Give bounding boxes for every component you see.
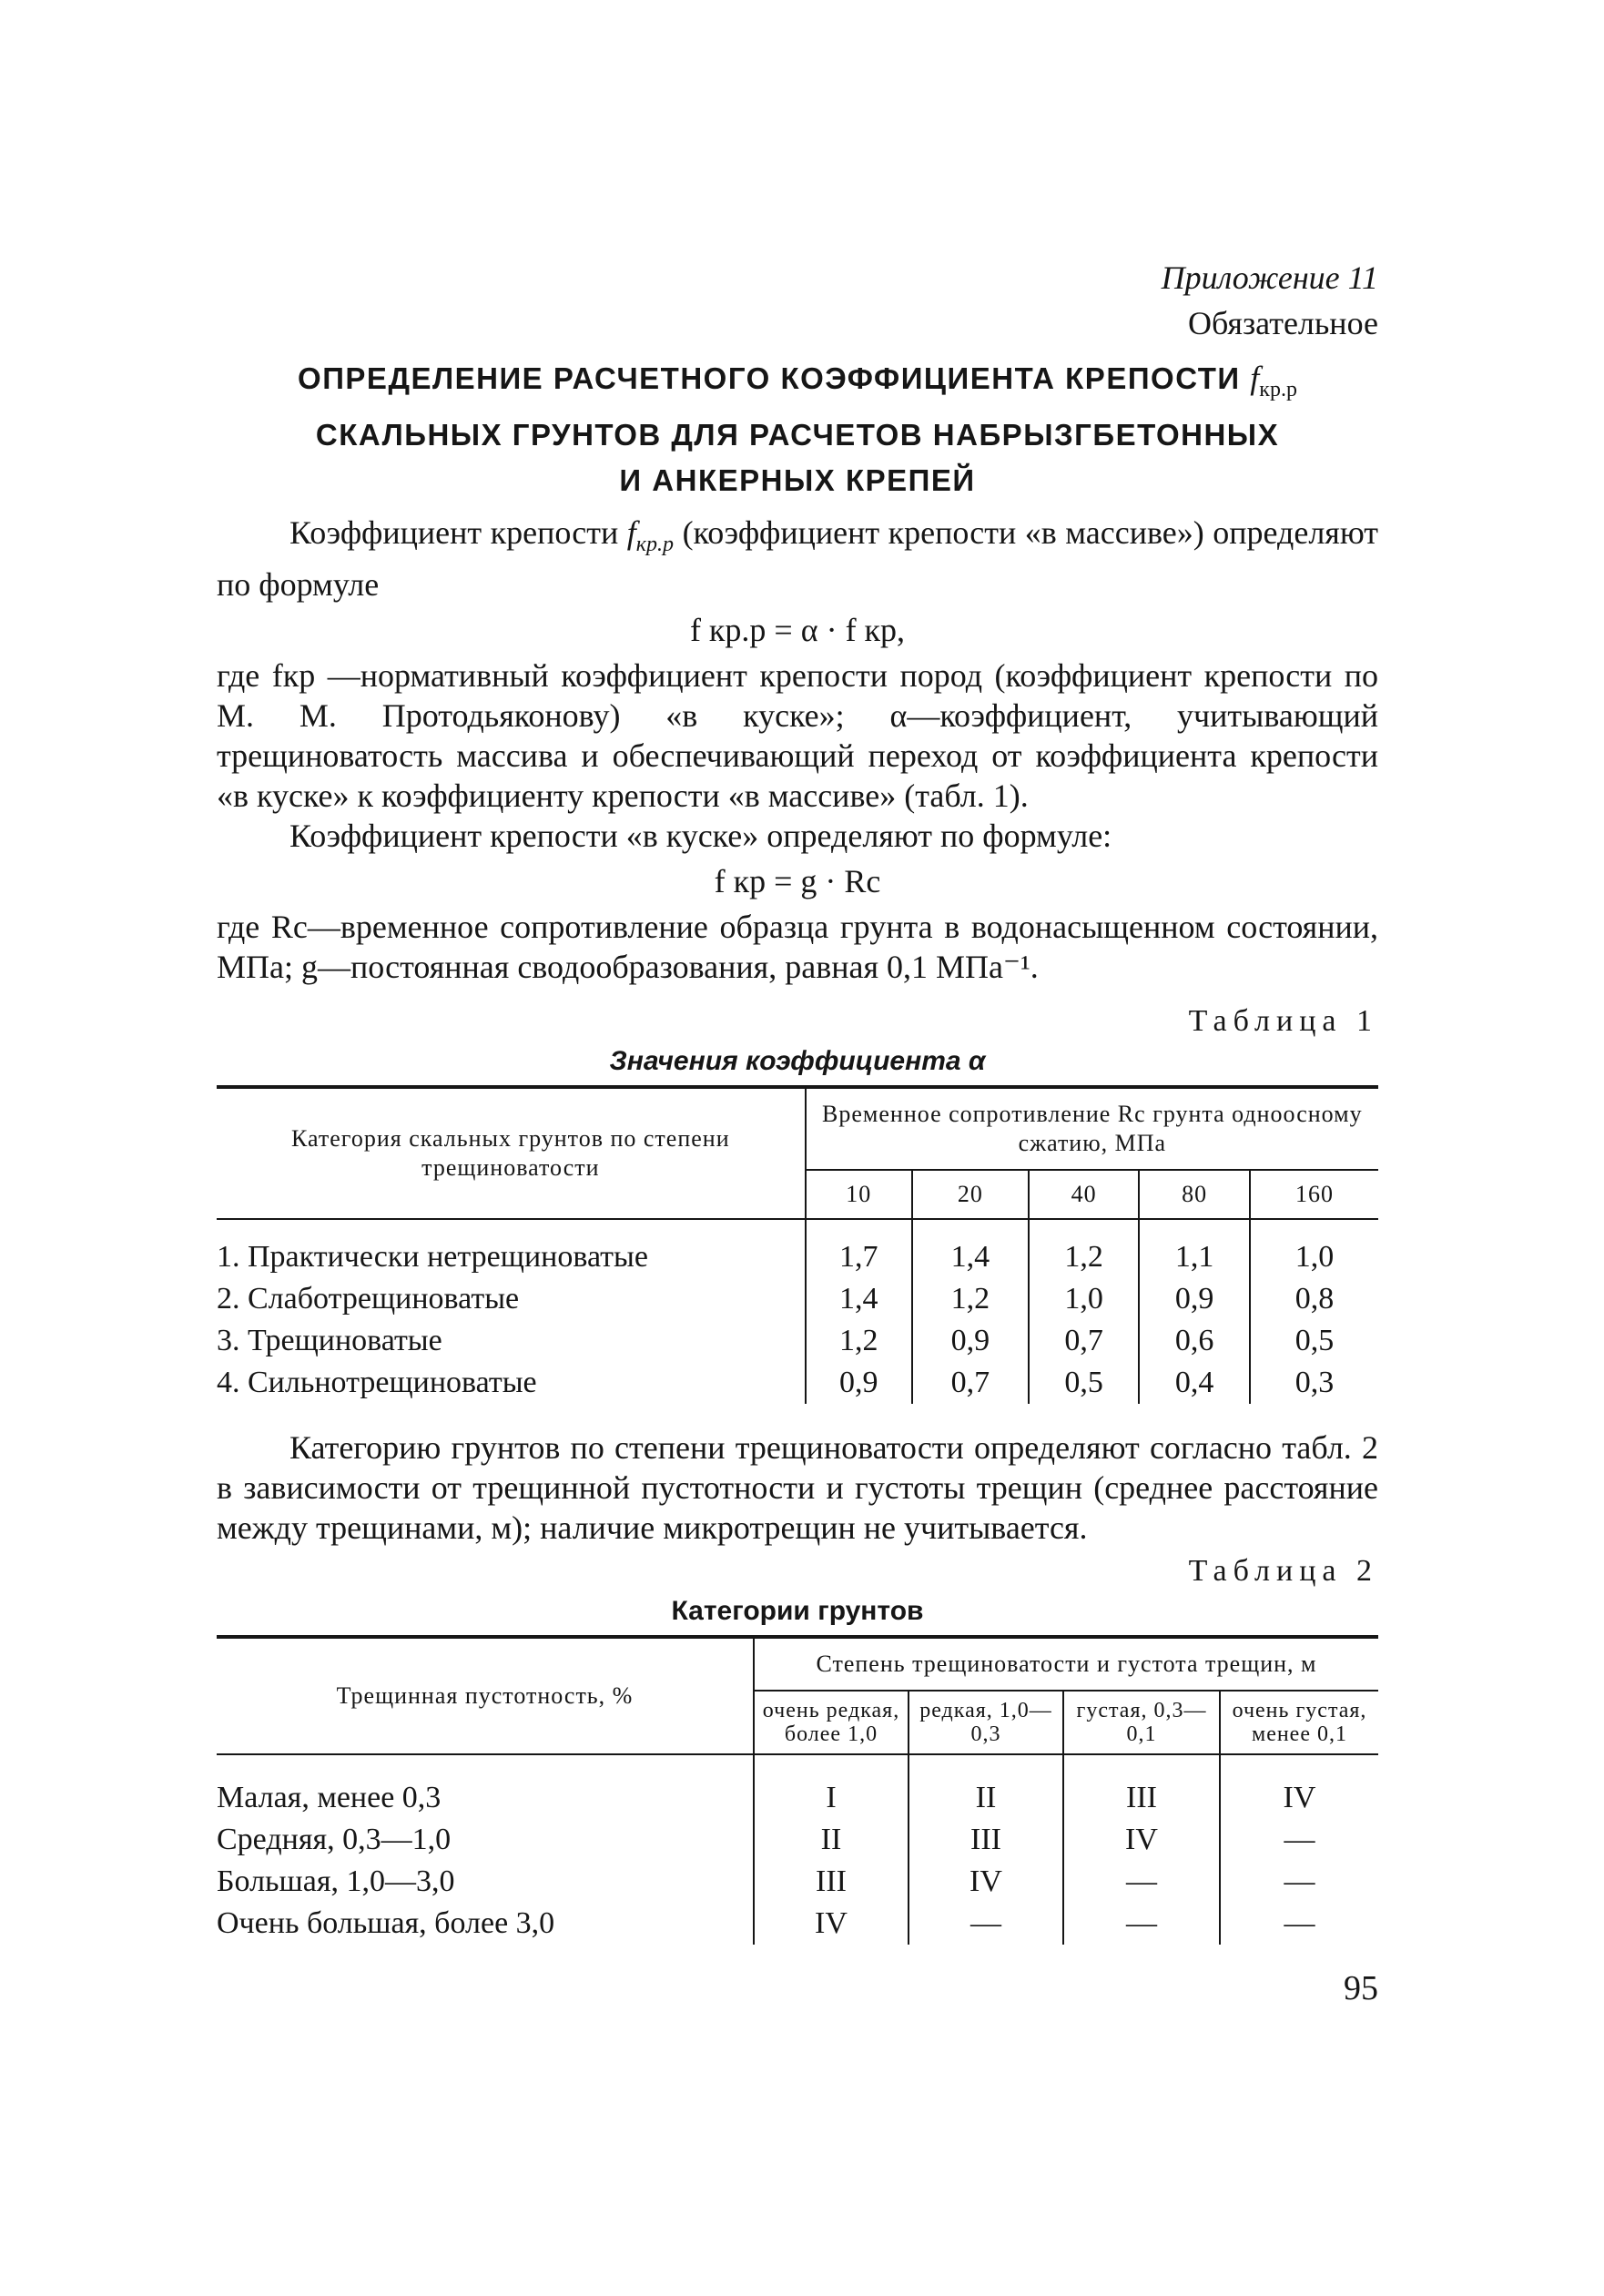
document-title (217, 355, 1378, 503)
table-cell: I (754, 1754, 909, 1819)
table-2-subheader: редкая, 1,0—0,3 (909, 1691, 1063, 1754)
table-1-group-header: Временное сопротивление Rc грунта одноосному сжатию, МПа (806, 1087, 1378, 1170)
table-2-subheader: очень редкая, более 1,0 (754, 1691, 909, 1754)
table-cell: — (1063, 1861, 1220, 1903)
table-cell: 1,7 (806, 1219, 912, 1278)
table-cell: — (1220, 1819, 1378, 1861)
table-row (217, 1903, 1378, 1945)
table-2-subheader: густая, 0,3—0,1 (1063, 1691, 1220, 1754)
paragraph-4: где Rc—временное сопротивление образца грунта в водонасыщенном состоянии, МПа; g—постоянная сводообразования, равная 0,1 МПа⁻¹. (217, 909, 1378, 986)
table-2-category-header: Трещинная пустотность, % (217, 1637, 754, 1754)
table-cell: 1,2 (806, 1320, 912, 1362)
table-cell: 1,4 (912, 1219, 1029, 1278)
table-cell: 1,2 (1029, 1219, 1140, 1278)
table-1-row-name: 2. Слаботрещиноватые (217, 1282, 520, 1316)
appendix-status: Обязательное (1187, 305, 1378, 341)
table-2-row-name: Большая, 1,0—3,0 (217, 1864, 455, 1899)
table-cell: 0,9 (912, 1320, 1029, 1362)
table-cell: 1,2 (912, 1278, 1029, 1320)
table-cell: 0,5 (1029, 1362, 1140, 1404)
table-cell: — (1220, 1903, 1378, 1945)
table-2 (217, 1635, 1378, 1945)
table-1-title: Значения коэффициента α (609, 1046, 986, 1077)
table-row (217, 1861, 1378, 1903)
formula-1: f кр.р = α · f кр, (689, 612, 906, 649)
table-cell: 0,9 (1139, 1278, 1250, 1320)
table-2-row-name: Очень большая, более 3,0 (217, 1906, 555, 1941)
table-row (217, 1362, 1378, 1404)
table-1-subheader: 160 (1250, 1170, 1378, 1219)
table-cell: 0,7 (912, 1362, 1029, 1404)
table-cell: III (1063, 1754, 1220, 1819)
table-cell: 0,4 (1139, 1362, 1250, 1404)
table-cell: IV (1063, 1819, 1220, 1861)
table-2-title: Категории грунтов (671, 1596, 924, 1627)
table-cell: IV (754, 1903, 909, 1945)
table-cell: II (909, 1754, 1063, 1819)
appendix-header (217, 255, 1378, 346)
intro-text (217, 513, 1378, 987)
page-number: 95 (1344, 1969, 1378, 2008)
table-1-row-name: 3. Трещиноватые (217, 1324, 442, 1358)
table-cell: IV (909, 1861, 1063, 1903)
table-2-group-header: Степень трещиноватости и густота трещин, м (754, 1637, 1378, 1691)
table-1-label: Таблица 1 (1188, 1004, 1378, 1039)
table-row (217, 1320, 1378, 1362)
table-row (217, 1819, 1378, 1861)
title-symbol: $f_{кр.р}$ (1250, 360, 1297, 402)
table-cell: II (754, 1819, 909, 1861)
table-cell: III (909, 1819, 1063, 1861)
between-text (217, 1427, 1378, 1548)
table-row (217, 1278, 1378, 1320)
table-row (217, 1754, 1378, 1819)
table-cell: 1,0 (1250, 1219, 1378, 1278)
table-cell: — (1220, 1861, 1378, 1903)
table-cell: 1,1 (1139, 1219, 1250, 1278)
table-1-category-header: Категория скальных грунтов по степени трещиноватости (217, 1087, 806, 1219)
table-cell: — (1063, 1903, 1220, 1945)
paragraph-5: Категорию грунтов по степени трещиноватости определяют согласно табл. 2 в зависимости от трещинной пустотности и густоты трещин (среднее расстояние между трещинами, м); наличие микротрещин не учитывается. (217, 1429, 1378, 1547)
table-2-label: Таблица 2 (1188, 1554, 1378, 1589)
title-line-1: ОПРЕДЕЛЕНИЕ РАСЧЕТНОГО КОЭФФИЦИЕНТА КРЕПОСТИ (298, 361, 1241, 395)
table-cell: 0,8 (1250, 1278, 1378, 1320)
table-cell: IV (1220, 1754, 1378, 1819)
table-cell: — (909, 1903, 1063, 1945)
table-2-row-name: Средняя, 0,3—1,0 (217, 1823, 452, 1857)
table-1-subheader: 80 (1139, 1170, 1250, 1219)
table-cell: 0,5 (1250, 1320, 1378, 1362)
table-2-subheader: очень густая, менее 0,1 (1220, 1691, 1378, 1754)
table-cell: 0,6 (1139, 1320, 1250, 1362)
title-line-2: СКАЛЬНЫХ ГРУНТОВ ДЛЯ РАСЧЕТОВ НАБРЫЗГБЕТОННЫХ (315, 418, 1280, 452)
table-1-subheader: 20 (912, 1170, 1029, 1219)
paragraph-1: Коэффициент крепости $f_{кр.р}$ (коэффициент крепости «в массиве») определяют по формуле (217, 514, 1379, 604)
table-cell: 0,3 (1250, 1362, 1378, 1404)
appendix-label: Приложение 11 (1161, 259, 1378, 296)
table-1 (217, 1085, 1378, 1404)
table-cell: 1,4 (806, 1278, 912, 1320)
formula-2: f кр = g · Rc (714, 863, 881, 900)
table-2-row-name: Малая, менее 0,3 (217, 1781, 442, 1815)
table-cell: 0,7 (1029, 1320, 1140, 1362)
table-cell: III (754, 1861, 909, 1903)
table-cell: 0,9 (806, 1362, 912, 1404)
table-1-row-name: 4. Сильнотрещиноватые (217, 1366, 537, 1400)
table-cell: 1,0 (1029, 1278, 1140, 1320)
table-row (217, 1219, 1378, 1278)
table-1-subheader: 10 (806, 1170, 912, 1219)
document-page (217, 255, 1378, 2008)
title-line-3: И АНКЕРНЫХ КРЕПЕЙ (619, 463, 976, 498)
table-1-subheader: 40 (1029, 1170, 1140, 1219)
paragraph-3: Коэффициент крепости «в куске» определяют по формуле: (289, 818, 1112, 855)
paragraph-2: где fкр —нормативный коэффициент крепости пород (коэффициент крепости по М. М. Протодьяконову) «в куске»; α—коэффициент, учитывающий трещиноватость массива и обеспечивающий переход от коэффициента крепости «в куске» к коэффициенту крепости «в массиве» (табл. 1). (217, 657, 1378, 815)
table-1-row-name: 1. Практически нетрещиноватые (217, 1240, 648, 1275)
